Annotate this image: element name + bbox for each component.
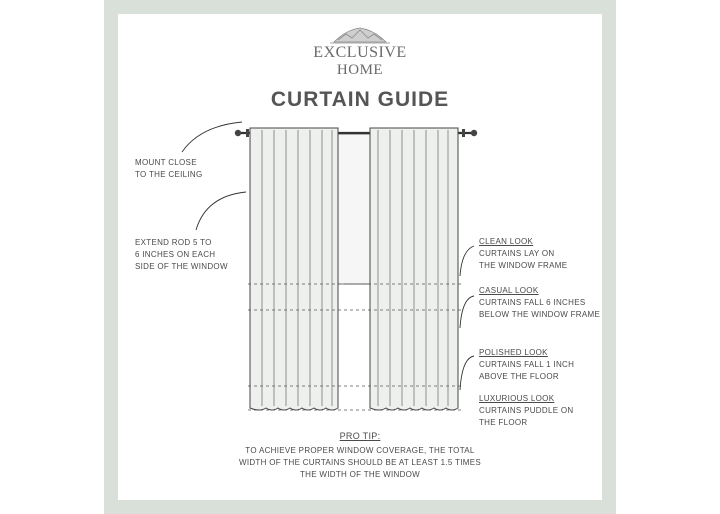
page-title: CURTAIN GUIDE (270, 88, 450, 111)
extend-callout (196, 192, 246, 230)
pro-tip-line: WIDTH OF THE CURTAINS SHOULD BE AT LEAST 1.5 TIMES (238, 458, 481, 467)
mount-callout (182, 122, 242, 152)
casual-look-line: CURTAINS FALL 6 INCHES (479, 298, 586, 307)
casual-look-heading: CASUAL LOOK (479, 286, 539, 295)
brand-line-1: EXCLUSIVE (313, 44, 407, 61)
polished-look-line: ABOVE THE FLOOR (479, 372, 559, 381)
window (338, 134, 372, 284)
luxurious-look-heading: LUXURIOUS LOOK (479, 394, 555, 403)
polished-look-line: CURTAINS FALL 1 INCH (479, 360, 575, 369)
luxurious-look-note (479, 393, 573, 429)
polished-look-note (479, 347, 574, 383)
clean-callout (460, 246, 474, 276)
pro-tip-line: TO ACHIEVE PROPER WINDOW COVERAGE, THE TOTAL (245, 446, 475, 455)
casual-look-line: BELOW THE WINDOW FRAME (479, 310, 601, 319)
mount-note-line: TO THE CEILING (135, 170, 203, 179)
pro-tip-line: THE WIDTH OF THE WINDOW (299, 470, 421, 479)
casual-look-note (479, 285, 600, 321)
brand-line-2: HOME (336, 62, 384, 78)
clean-look-line: CURTAINS LAY ON (479, 249, 555, 258)
extend-note-line: SIDE OF THE WINDOW (135, 262, 228, 271)
right-curtain-panel (370, 128, 458, 410)
pro-tip-body (0, 445, 720, 481)
luxurious-look-line: THE FLOOR (479, 418, 528, 427)
casual-callout (460, 296, 474, 328)
mount-note-line: MOUNT CLOSE (135, 158, 197, 167)
crown-logo-icon (330, 28, 390, 43)
polished-callout (460, 356, 474, 390)
extend-note-line: 6 INCHES ON EACH (135, 250, 216, 259)
extend-note-line: EXTEND ROD 5 TO (135, 238, 212, 247)
luxurious-look-line: CURTAINS PUDDLE ON (479, 406, 574, 415)
extend-note (135, 237, 228, 273)
polished-look-heading: POLISHED LOOK (479, 348, 548, 357)
clean-look-line: THE WINDOW FRAME (479, 261, 568, 270)
clean-look-heading: CLEAN LOOK (479, 237, 534, 246)
clean-look-note (479, 236, 567, 272)
mount-note (135, 157, 202, 181)
pro-tip-heading: PRO TIP: (339, 431, 381, 441)
left-curtain-panel (250, 128, 338, 410)
